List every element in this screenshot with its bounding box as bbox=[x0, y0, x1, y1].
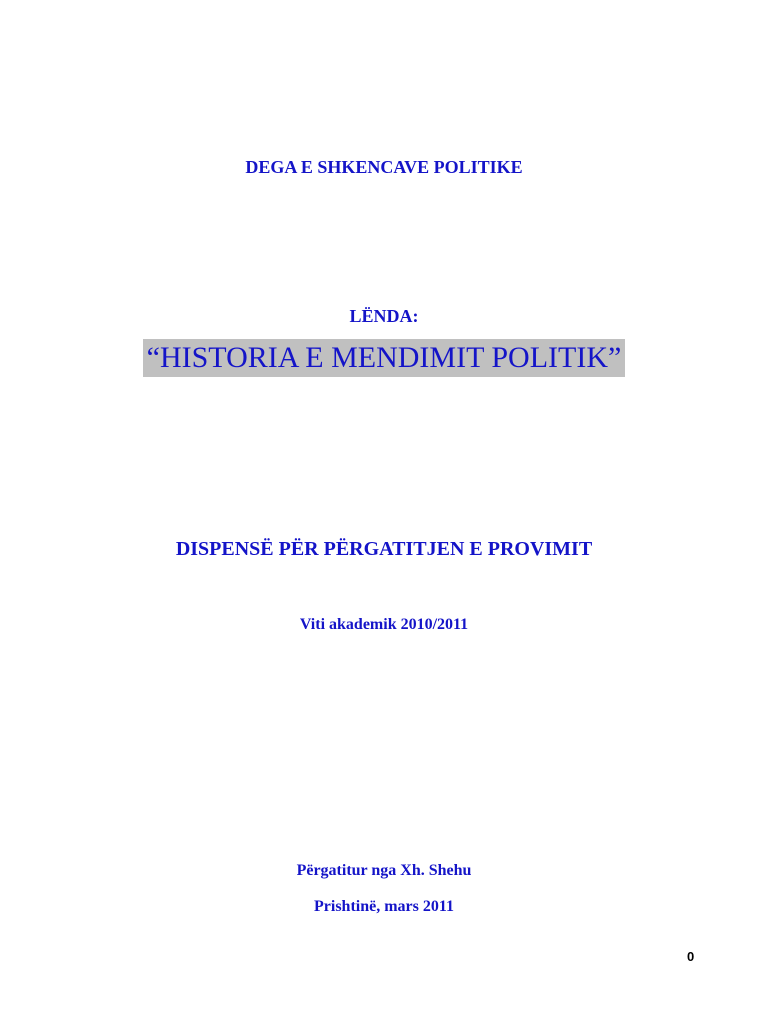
place-date-line: Prishtinë, mars 2011 bbox=[314, 898, 454, 915]
academic-year: Viti akademik 2010/2011 bbox=[299, 616, 469, 633]
department-heading: DEGA E SHKENCAVE POLITIKE bbox=[245, 157, 523, 177]
subject-label: LËNDA: bbox=[349, 306, 419, 326]
author-line: Përgatitur nga Xh. Shehu bbox=[296, 862, 472, 879]
page-number: 0 bbox=[687, 949, 695, 964]
subject-title: “HISTORIA E MENDIMIT POLITIK” bbox=[143, 339, 626, 377]
document-type-heading: DISPENSË PËR PËRGATITJEN E PROVIMIT bbox=[175, 538, 593, 560]
subject-title-row bbox=[0, 339, 768, 377]
